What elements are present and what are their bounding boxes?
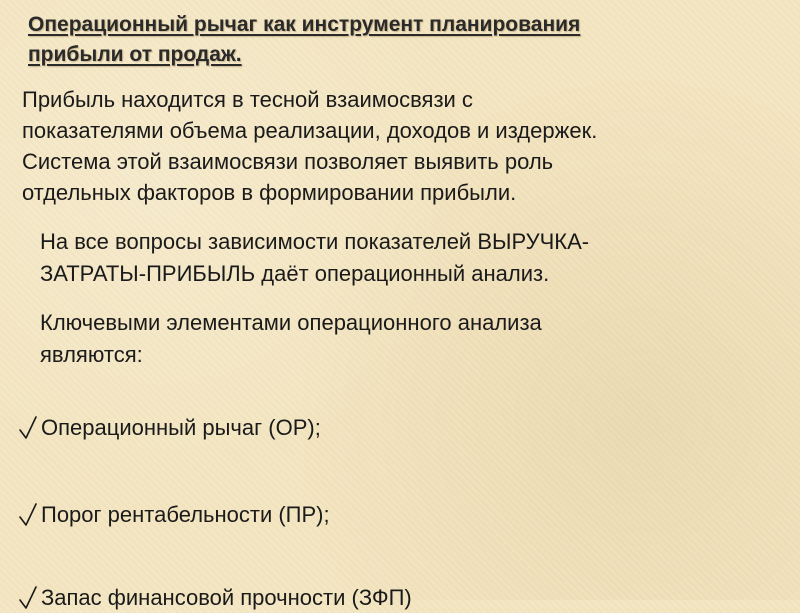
intro-paragraph: [22, 84, 782, 208]
key-elements-paragraph: [40, 307, 780, 371]
intro-line-3: Система этой взаимосвязи позволяет выявить роль: [22, 149, 554, 174]
analysis-line-2: ЗАТРАТЫ-ПРИБЫЛЬ даёт операционный анализ.: [40, 261, 550, 286]
slide-title: [28, 10, 768, 70]
intro-line-2: показателями объема реализации, доходов и издержек.: [22, 118, 598, 143]
key-elements-line-1: Ключевыми элементами операционного анализа: [40, 310, 542, 335]
intro-line-4: отдельных факторов в формировании прибыли.: [22, 180, 517, 205]
list-item: [18, 500, 330, 530]
checkmark-icon: [18, 583, 38, 613]
analysis-paragraph: [40, 226, 780, 290]
title-line-1: Операционный рычаг как инструмент планирования: [28, 13, 581, 36]
list-item-label: Запас финансовой прочности (ЗФП): [41, 585, 412, 610]
key-elements-line-2: являются:: [40, 342, 143, 367]
intro-line-1: Прибыль находится в тесной взаимосвязи с: [22, 87, 473, 112]
title-line-2: прибыли от продаж.: [28, 43, 242, 66]
analysis-line-1: На все вопросы зависимости показателей ВЫРУЧКА-: [40, 229, 590, 254]
list-item-label: Операционный рычаг (ОР);: [41, 415, 321, 440]
list-item-label: Порог рентабельности (ПР);: [41, 502, 330, 527]
list-item: [18, 583, 412, 613]
list-item: [18, 413, 321, 443]
checkmark-icon: [18, 500, 38, 530]
checkmark-icon: [18, 413, 38, 443]
